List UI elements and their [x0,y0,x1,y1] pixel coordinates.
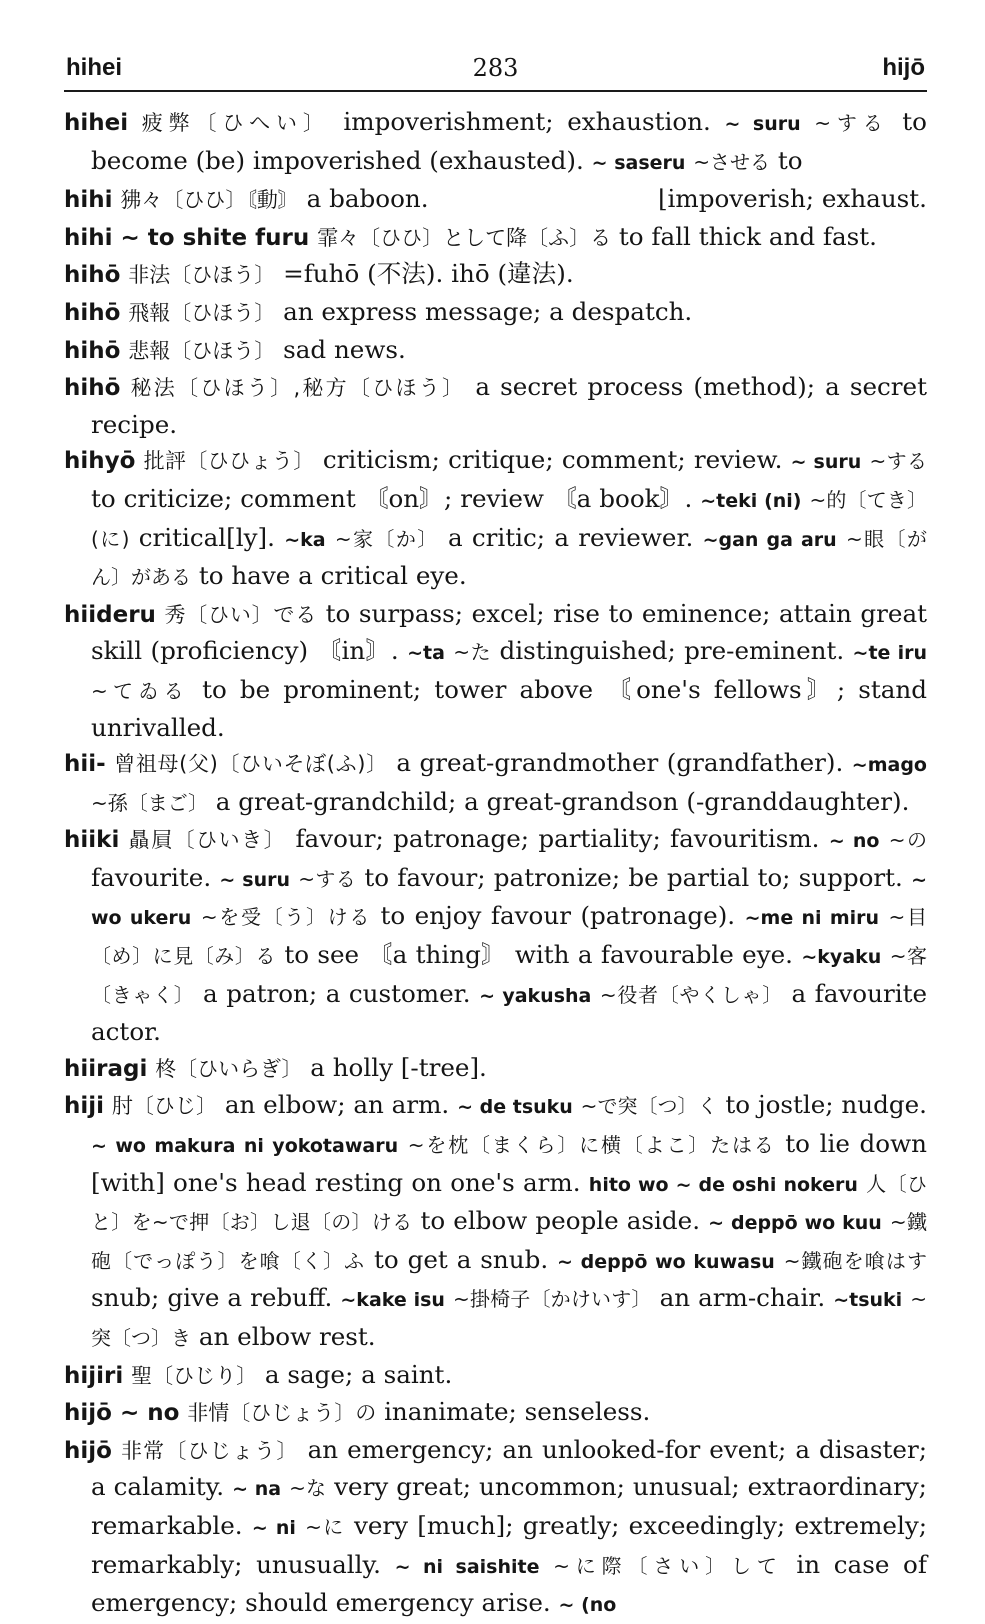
entry-japanese: 批評〔ひひょう〕 [143,449,315,474]
subentry-definition: to favour; patronize; be partial to; support. [364,862,903,892]
subentry-definition: a patron; a customer. [203,978,471,1008]
entry-headword: hihō [64,337,121,364]
subentry-definition: a great-grandchild; a great-grandson (-granddaughter). [215,786,910,816]
entry-list [64,104,927,1624]
subentry-term: ~me ni miru [744,907,880,930]
subentry-japanese: ~な [289,1476,327,1501]
dictionary-entry [64,1432,927,1624]
dictionary-entry [64,1087,927,1356]
subentry-japanese: ~客〔きゃく〕 [91,944,927,1007]
dictionary-entry [64,821,927,1050]
subentry-definition: to jostle; nudge. [725,1090,927,1120]
subentry-japanese: 人〔ひと〕を~で押〔お〕し退〔の〕ける [91,1171,927,1235]
entry-definition: impoverishment; exhaustion. [343,107,711,136]
subentry-definition: to be prominent; tower above 〘one's fellows〙; stand unrivalled. [91,674,927,742]
subentry-japanese: ~掛椅子〔かけいす〕 [452,1287,652,1312]
subentry-term: ~ yakusha [479,984,592,1007]
page-number: 283 [472,54,519,82]
entry-headword: hijiri [64,1362,124,1389]
subentry-term: ~teki (ni) [700,489,802,512]
subentry-definition: to have a critical eye. [198,561,467,591]
subentry-term: ~ deppō wo kuwasu [557,1250,775,1273]
subentry-term: ~te iru [852,642,927,665]
entry-definition: an emergency; an unlooked-for event; a disaster; a calamity. [91,1434,927,1502]
subentry-japanese: ~する [298,866,357,891]
dictionary-entry [64,219,927,257]
subentry-japanese: ~を枕〔まくら〕に横〔よこ〕たはる [407,1133,776,1158]
entry-definition: =fuhō (不法). ihō (違法). [283,259,574,289]
dictionary-entry [64,181,927,219]
entry-definition: a secret process (method); a secret recipe. [91,372,927,439]
entry-headword: hihi ~ to shite furu [64,224,310,251]
entry-japanese: 聖〔ひじり〕 [131,1363,258,1388]
entry-definition: to fall thick and fast. [618,221,877,251]
subentry-japanese: ~的〔てき〕(に) [91,487,928,551]
entry-headword: hihō [64,375,121,402]
subentry-japanese: ~を受〔う〕ける [200,905,371,930]
subentry-japanese: ~鐵砲を喰はす [783,1248,927,1273]
dictionary-entry [64,442,927,595]
entry-japanese: 秘法〔ひほう〕,秘方〔ひほう〕 [130,376,466,401]
entry-headword: hiji [64,1093,105,1120]
subentry-definition: favourite. [91,862,212,892]
entry-definition: to surpass; excel; rise to eminence; attain great skill (proficiency) 〘in〙. [91,598,928,666]
entry-definition: an express message; a despatch. [283,296,693,326]
entry-headword: hihō [64,262,121,289]
subentry-definition: in case of emergency; should emergency arise. [91,1549,927,1618]
entry-headword: hihei [64,110,129,136]
entry-japanese: 非常〔ひじょう〕 [120,1438,299,1463]
dictionary-entry [64,104,927,181]
subentry-definition: distinguished; pre-eminent. [499,636,845,666]
page-header [64,50,927,92]
subentry-japanese: ~てゐる [91,678,189,703]
subentry-term: ~mago [851,754,927,777]
subentry-term: hito wo ~ de oshi nokeru [588,1173,858,1196]
dictionary-entry [64,332,927,370]
subentry-term: ~ saseru [591,151,686,174]
entry-definition: a baboon. [306,184,429,214]
entry-continuation: ⌊impoverish; exhaust. [657,184,927,214]
subentry-definition: a critic; a reviewer. [447,522,694,552]
subentry-term: ~ na [232,1478,282,1501]
subentry-definition: to become (be) impoverished (exhausted). [91,107,927,175]
subentry-japanese: ~する [869,449,927,474]
entry-headword: hiiki [64,827,120,854]
subentry-definition: to criticize; comment 〘on〙; review 〘a book〙. [91,483,693,513]
subentry-definition: critical[ly]. [138,522,275,552]
entry-japanese: 非法〔ひほう〕 [128,263,276,288]
subentry-term: ~ wo makura ni yokotawaru [91,1135,399,1158]
dictionary-entry [64,1050,927,1088]
subentry-term: ~kake isu [340,1289,445,1312]
entry-definition: sad news. [283,334,406,364]
entry-japanese: 狒々〔ひひ〕〘動〙 [120,188,299,213]
entry-headword: hiiragi [64,1055,148,1082]
entry-headword: hijō [64,1437,112,1464]
subentry-term: ~ deppō wo kuu [708,1212,882,1235]
entry-japanese: 疲弊〔ひへい〕 [141,111,330,135]
entry-japanese: 曾祖母(父)〔ひいそぼ(ふ)〕 [114,752,388,777]
subentry-japanese: ~に [305,1514,345,1539]
subentry-japanese: ~に際〔さい〕して [553,1553,783,1578]
subentry-term: ~ suru [724,113,801,135]
entry-japanese: 非情〔ひじょう〕の [187,1401,377,1426]
subentry-japanese: ~させる [693,149,771,174]
subentry-japanese: ~孫〔まご〕 [91,790,208,815]
subentry-japanese: ~突〔つ〕き [91,1287,927,1350]
entry-headword: hihyō [64,448,136,475]
entry-japanese: 悲報〔ひほう〕 [128,338,276,363]
subentry-definition: snub; give a rebuff. [91,1283,333,1313]
header-guide-word-right: hijō [882,54,925,81]
subentry-definition: a favourite actor. [91,978,928,1047]
subentry-definition: to enjoy favour (patronage). [380,901,736,931]
entry-definition: criticism; critique; comment; review. [322,445,783,475]
entry-headword: hii- [64,751,106,778]
entry-definition: a great-grandmother (grandfather). [396,748,844,778]
entry-definition: a sage; a saint. [264,1359,453,1389]
subentry-japanese: ~で突〔つ〕く [580,1094,718,1119]
subentry-definition: to see 〘a thing〙 with a favourable eye. [284,940,793,970]
entry-japanese: 柊〔ひいらぎ〕 [155,1056,303,1081]
dictionary-entry [64,1357,927,1395]
dictionary-entry [64,1394,927,1432]
subentry-japanese: ~鐵砲〔でっぽう〕を喰〔く〕ふ [91,1210,927,1273]
entry-headword: hihō [64,299,121,326]
subentry-japanese: ~目〔め〕に見〔み〕る [91,905,927,969]
subentry-definition: to get a snub. [374,1244,549,1274]
subentry-japanese: ~する [814,111,889,135]
header-guide-word-left: hihei [66,54,123,81]
subentry-definition: to [777,145,803,175]
subentry-japanese: ~役者〔やくしゃ〕 [599,982,783,1007]
subentry-term: ~ ni saishite [394,1555,540,1578]
entry-definition: inanimate; senseless. [384,1397,651,1427]
entry-japanese: 贔屓〔ひいき〕 [128,828,287,853]
dictionary-entry [64,369,927,442]
subentry-term: ~ wo ukeru [91,868,927,930]
subentry-definition: to elbow people aside. [420,1206,701,1236]
subentry-term: ~ suru [790,451,862,474]
subentry-definition: very great; uncommon; unusual; extraordinary; remarkable. [91,1472,927,1540]
subentry-definition: an elbow rest. [198,1322,376,1351]
entry-japanese: 肘〔ひじ〕 [111,1094,217,1119]
entry-japanese: 霏々〔ひひ〕として降〔ふ〕る [317,225,612,250]
subentry-term: ~ka [284,528,326,551]
subentry-japanese: ~眼〔がん〕がある [91,526,927,590]
dictionary-entry [64,596,927,745]
subentry-japanese: ~家〔か〕 [334,526,439,551]
subentry-term: ~ suru [219,868,291,891]
entry-definition: an elbow; an arm. [224,1090,450,1120]
entry-japanese: 飛報〔ひほう〕 [128,300,276,325]
entry-headword: hihi [64,187,113,214]
entry-definition: favour; patronage; partiality; favouritism. [295,824,820,854]
entry-definition: a holly [-tree]. [310,1052,487,1082]
entry-headword: hiideru [64,601,156,628]
subentry-term: ~ ni [251,1516,296,1539]
subentry-definition: an arm-chair. [659,1283,826,1313]
subentry-japanese: ~の [888,828,928,853]
subentry-term: ~ no [828,830,880,853]
subentry-japanese: ~た [453,640,492,665]
subentry-term: ~ (no [558,1594,617,1617]
subentry-definition: very [much]; greatly; exceedingly; extremely; remarkably; unusually. [91,1510,927,1579]
entry-headword: hijō ~ no [64,1400,180,1427]
subentry-definition: to lie down [with] one's head resting on one's arm. [91,1129,927,1197]
subentry-term: ~gan ga aru [702,528,837,551]
dictionary-entry [64,745,927,821]
subentry-term: ~ta [407,642,445,665]
subentry-term: ~tsuki [833,1289,903,1312]
subentry-term: ~kyaku [801,946,882,969]
entry-japanese: 秀〔ひい〕でる [164,602,317,627]
dictionary-entry [64,256,927,294]
subentry-term: ~ de tsuku [457,1096,573,1119]
dictionary-entry [64,294,927,332]
